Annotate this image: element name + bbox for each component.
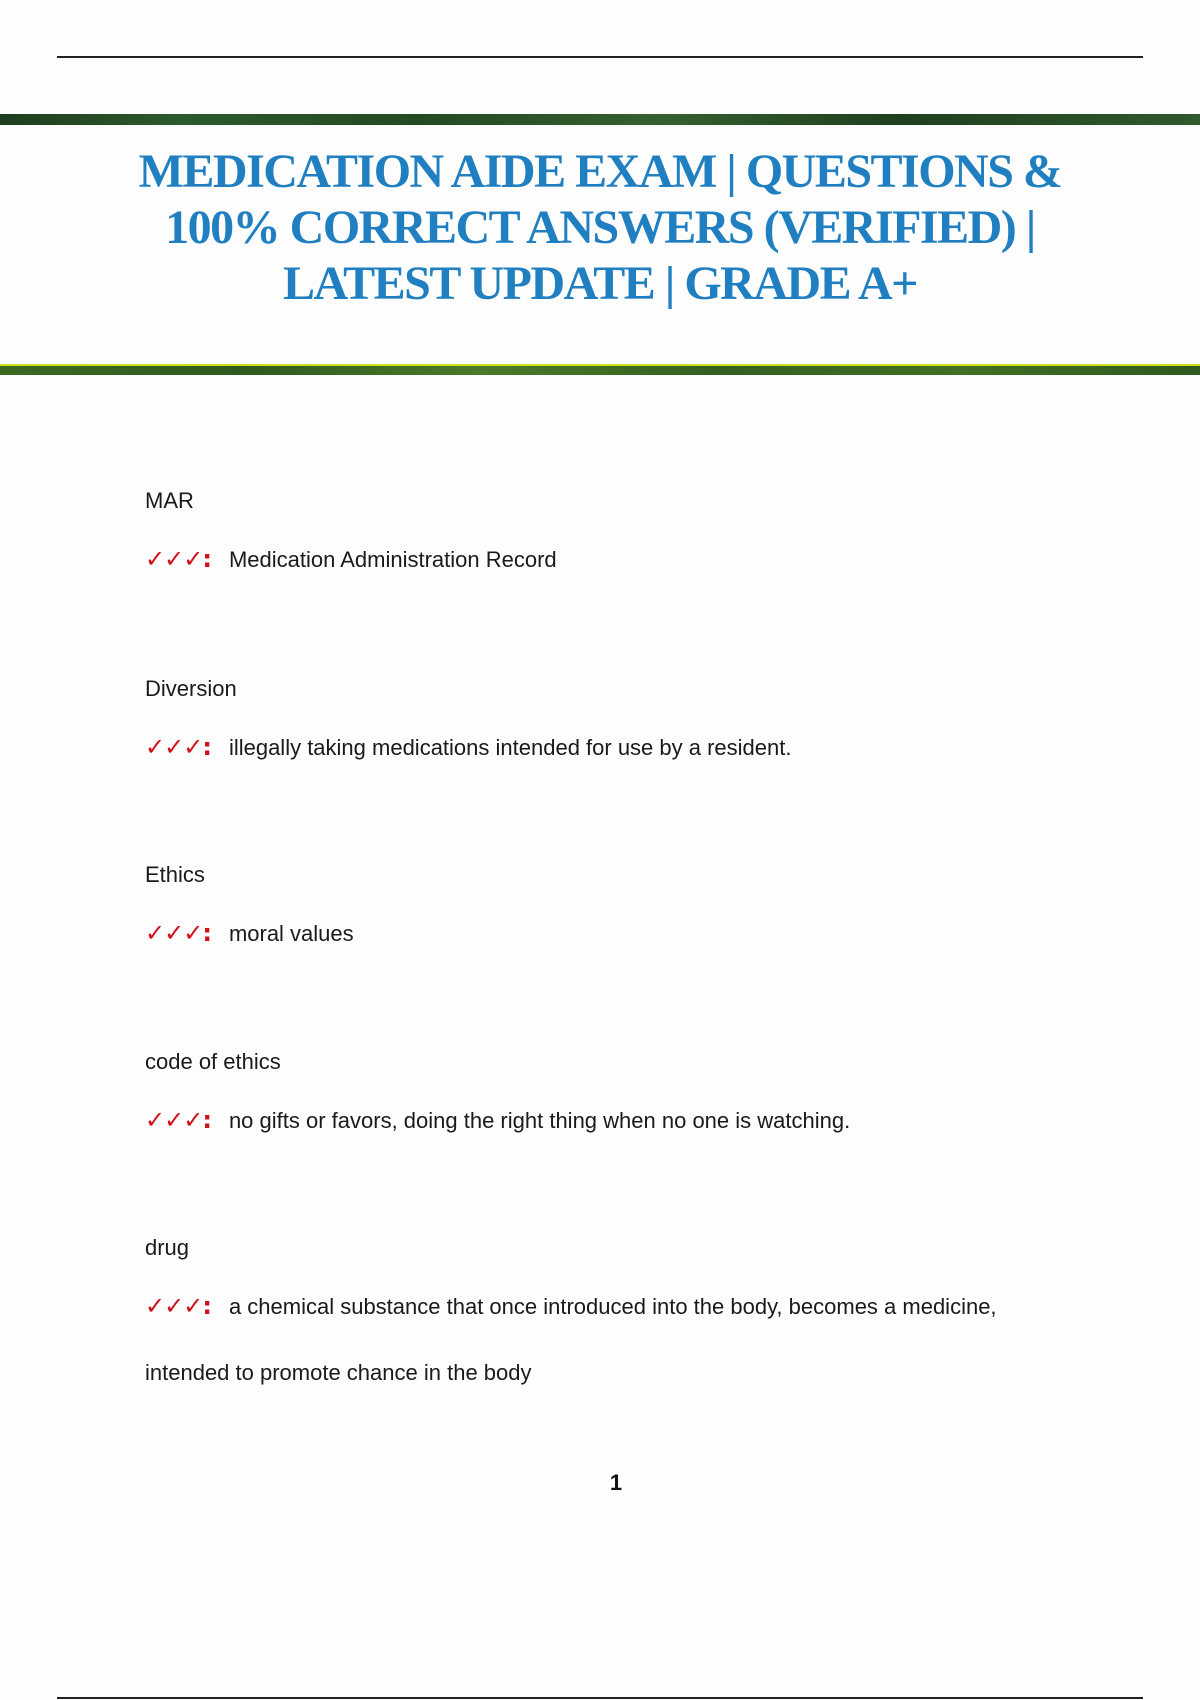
checkmarks-icon: ✓✓✓: [145, 919, 211, 947]
title-banner-bottom-bar [0, 364, 1200, 375]
question-term: MAR [145, 488, 194, 513]
question-term: drug [145, 1235, 190, 1260]
question-term: Diversion [145, 676, 237, 701]
header-rule [57, 56, 1143, 58]
page-number: 1 [609, 1470, 623, 1495]
checkmarks-icon: ✓✓✓: [145, 545, 211, 573]
question-term: Ethics [145, 862, 205, 887]
answer-row [145, 734, 1105, 761]
question-term: code of ethics [145, 1049, 281, 1074]
qa-item [145, 676, 1105, 761]
answer-text: a chemical substance that once introduced into the body, becomes a medicine, [228, 1294, 997, 1319]
answer-text-continued: intended to promote chance in the body [145, 1360, 532, 1385]
qa-item [145, 1049, 1105, 1134]
answer-text: Medication Administration Record [228, 547, 557, 572]
document-title [60, 144, 1140, 312]
answer-text: moral values [228, 921, 354, 946]
checkmarks-icon: ✓✓✓: [145, 1106, 211, 1134]
footer-rule [57, 1697, 1143, 1699]
checkmarks-icon: ✓✓✓: [145, 1292, 211, 1320]
answer-row [145, 1293, 1105, 1320]
checkmarks-icon: ✓✓✓: [145, 733, 211, 761]
answer-text: no gifts or favors, doing the right thing when no one is watching. [228, 1108, 851, 1133]
answer-row [145, 546, 1105, 573]
answer-row [145, 920, 1105, 947]
answer-text: illegally taking medications intended for use by a resident. [228, 735, 792, 760]
answer-row [145, 1107, 1105, 1134]
title-line: 100% CORRECT ANSWERS (VERIFIED) | [165, 201, 1035, 254]
title-line: MEDICATION AIDE EXAM | QUESTIONS & [138, 145, 1062, 198]
qa-item [145, 862, 1105, 947]
qa-item [145, 488, 1105, 573]
title-banner-top-bar [0, 114, 1200, 125]
qa-item [145, 1235, 1105, 1386]
title-line: LATEST UPDATE | GRADE A+ [282, 257, 918, 310]
